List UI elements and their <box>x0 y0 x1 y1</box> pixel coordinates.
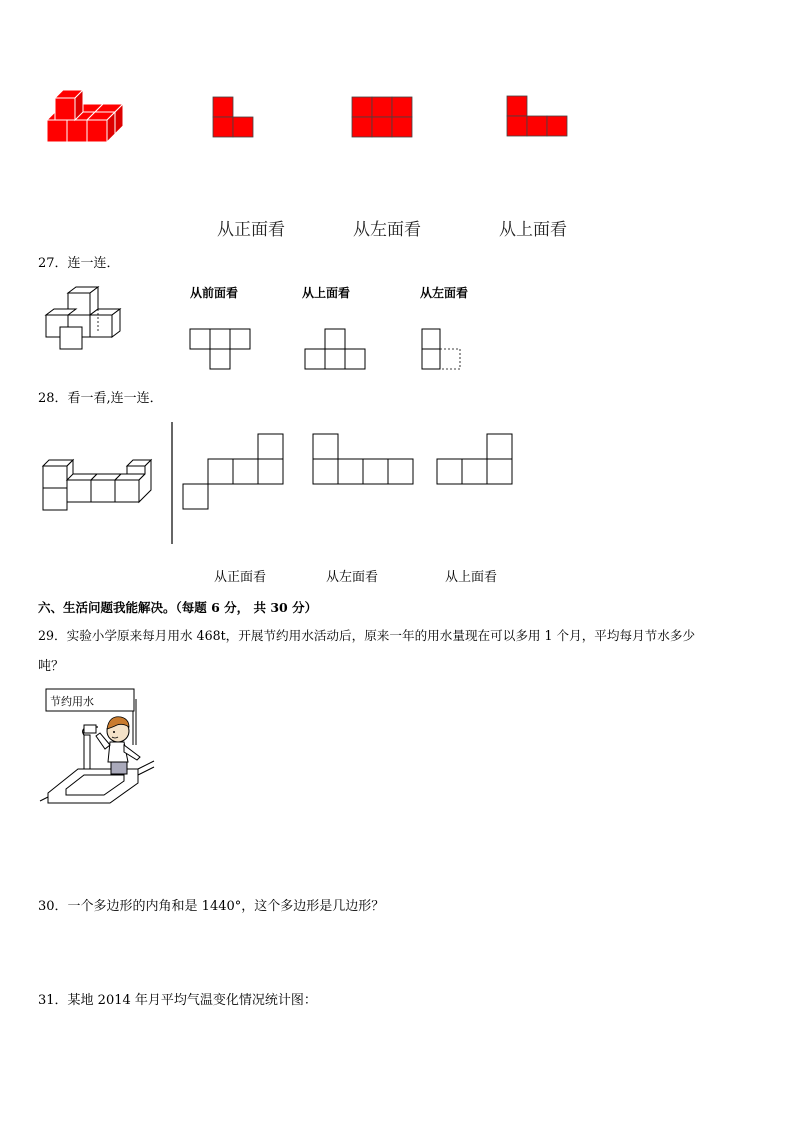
q27-label-top: 从上面看 <box>302 286 351 300</box>
q28-label-left: 从左面看 <box>326 570 379 585</box>
q28-title: 28．看一看,连一连． <box>38 391 163 406</box>
q28-view-b <box>312 433 414 486</box>
q28-view-c <box>436 433 514 486</box>
q28-divider <box>170 422 174 544</box>
q28-label-front: 从正面看 <box>214 570 267 585</box>
q30-text: 30．一个多边形的内角和是 1440°，这个多边形是几边形？ <box>38 899 385 914</box>
top-view-red <box>506 95 568 137</box>
q27-view-a <box>189 328 251 370</box>
q28-label-top: 从上面看 <box>445 570 498 585</box>
view-label-left: 从左面看 <box>353 220 421 240</box>
q28-3d-figure <box>41 456 156 512</box>
q27-view-b <box>304 328 366 370</box>
view-label-front: 从正面看 <box>217 220 285 240</box>
view-label-top: 从上面看 <box>499 220 567 240</box>
q27-label-left: 从左面看 <box>420 286 469 300</box>
section6-title: 六、生活问题我能解决。（每题 6 分， 共 30 分） <box>38 600 318 615</box>
q31-text: 31．某地 2014 年月平均气温变化情况统计图： <box>38 993 317 1008</box>
front-view-red <box>212 96 256 138</box>
red-cube-figure <box>45 86 127 148</box>
q27-3d-figure <box>44 285 154 351</box>
q27-view-c <box>421 328 463 370</box>
q29-line2: 吨？ <box>38 659 65 674</box>
q27-title: 27．连一连． <box>38 256 120 271</box>
left-view-red <box>351 96 413 138</box>
q29-line1: 29．实验小学原来每月用水 468t，开展节约用水活动后，原来一年的用水量现在可以多用 1 个月，平均每月节水多少 <box>38 628 696 643</box>
water-saving-illustration <box>40 685 156 807</box>
water-saving-sign-text: 节约用水 <box>50 695 94 708</box>
q28-view-a <box>182 433 284 511</box>
q27-label-front: 从前面看 <box>190 286 239 300</box>
